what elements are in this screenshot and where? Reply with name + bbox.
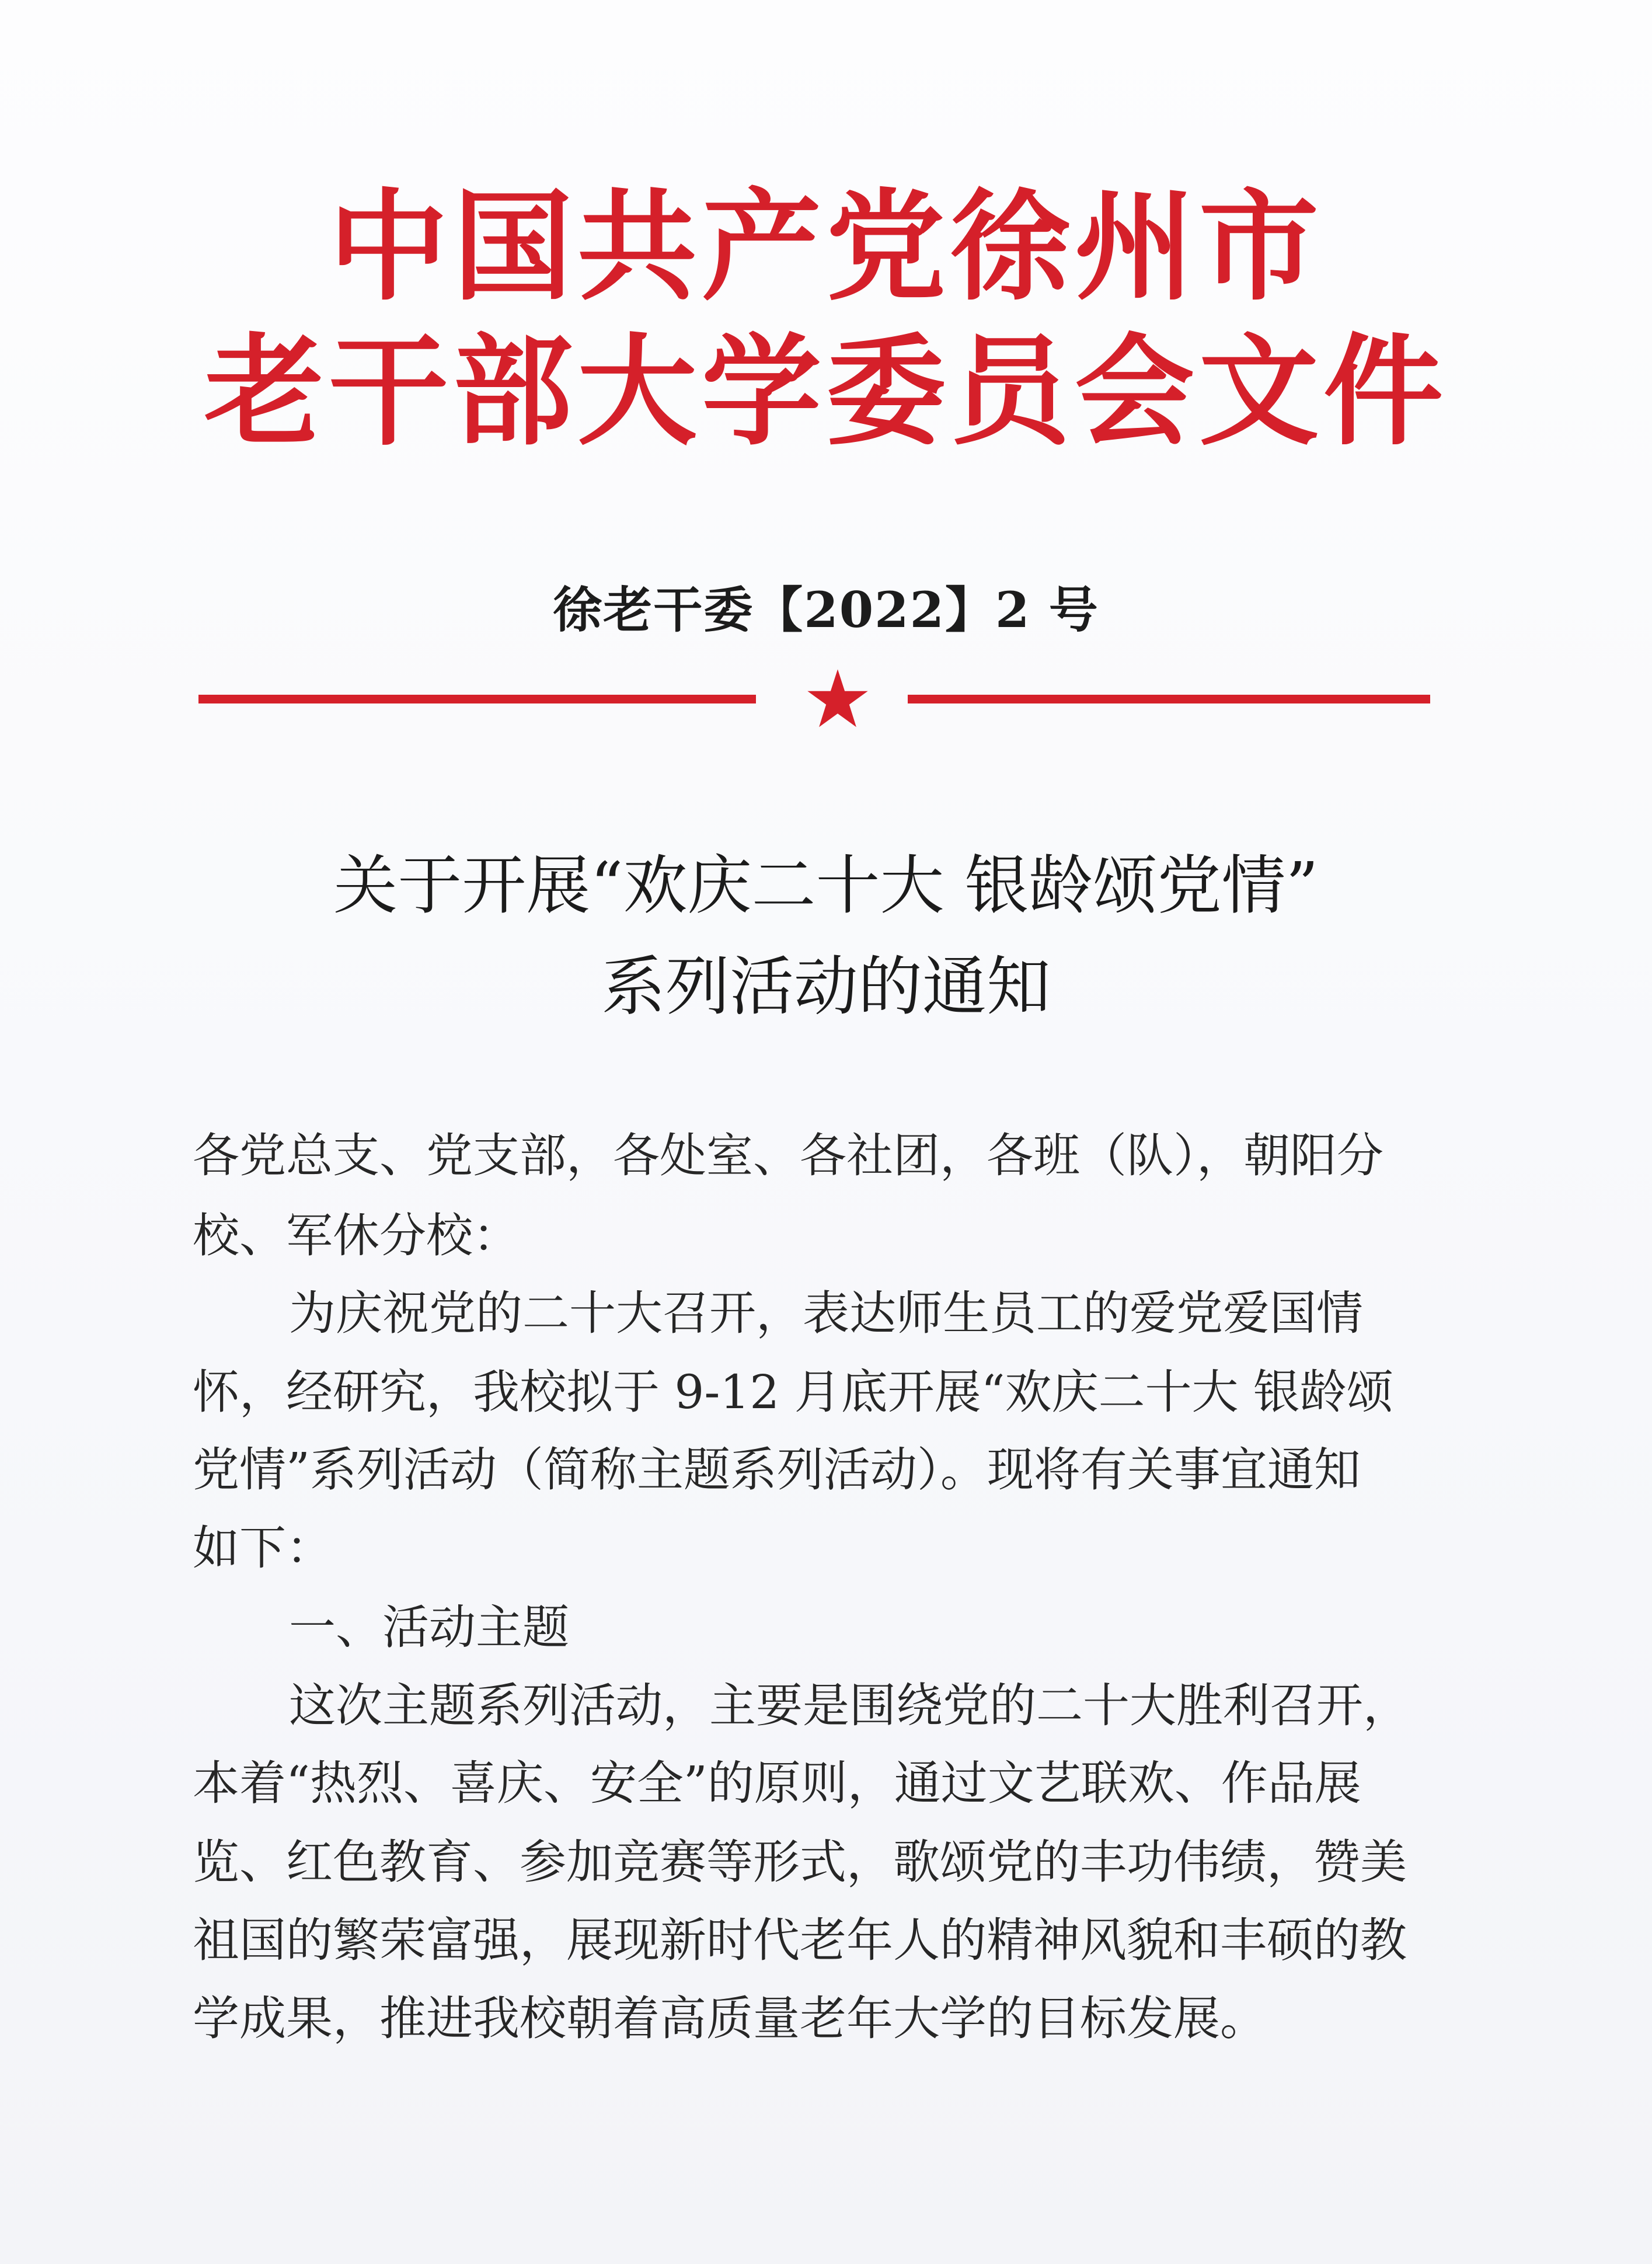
body-line: 党情”系列活动（简称主题系列活动）。现将有关事宜通知: [193, 1443, 1361, 1497]
body-line: 祖国的繁荣富强，展现新时代老年人的精神风貌和丰硕的教: [193, 1913, 1407, 1967]
star-icon: [806, 667, 870, 731]
body-line: 学成果，推进我校朝着高质量老年大学的目标发展。: [193, 1991, 1267, 2046]
section-heading: 一、活动主题: [289, 1600, 569, 1655]
body-line: 本着“热烈、喜庆、安全”的原则，通过文艺联欢、作品展: [193, 1756, 1361, 1810]
document-number: 徐老干委【2022】2 号: [553, 581, 1099, 639]
body-line: 为庆祝党的二十大召开，表达师生员工的爱党爱国情: [289, 1286, 1363, 1340]
notice-title-line-2: 系列活动的通知: [601, 949, 1051, 1024]
body-line: 这次主题系列活动，主要是围绕党的二十大胜利召开，: [289, 1678, 1410, 1733]
red-header-line-2: 老干部大学委员会文件: [204, 323, 1448, 462]
red-header-line-1: 中国共产党徐州市: [329, 178, 1323, 317]
body-line: 怀，经研究，我校拟于 9-12 月底开展“欢庆二十大 银龄颂: [193, 1365, 1393, 1419]
body-line: 如下：: [193, 1521, 333, 1575]
notice-title-line-1: 关于开展“欢庆二十大 银龄颂党情”: [333, 848, 1319, 923]
body-line: 各党总支、党支部，各处室、各社团，各班（队），朝阳分: [193, 1128, 1383, 1183]
red-rule-left: [198, 695, 756, 703]
body-line: 校、军休分校：: [193, 1208, 520, 1263]
body-line: 览、红色教育、参加竞赛等形式，歌颂党的丰功伟绩，赞美: [193, 1835, 1407, 1889]
red-rule-right: [908, 695, 1430, 703]
